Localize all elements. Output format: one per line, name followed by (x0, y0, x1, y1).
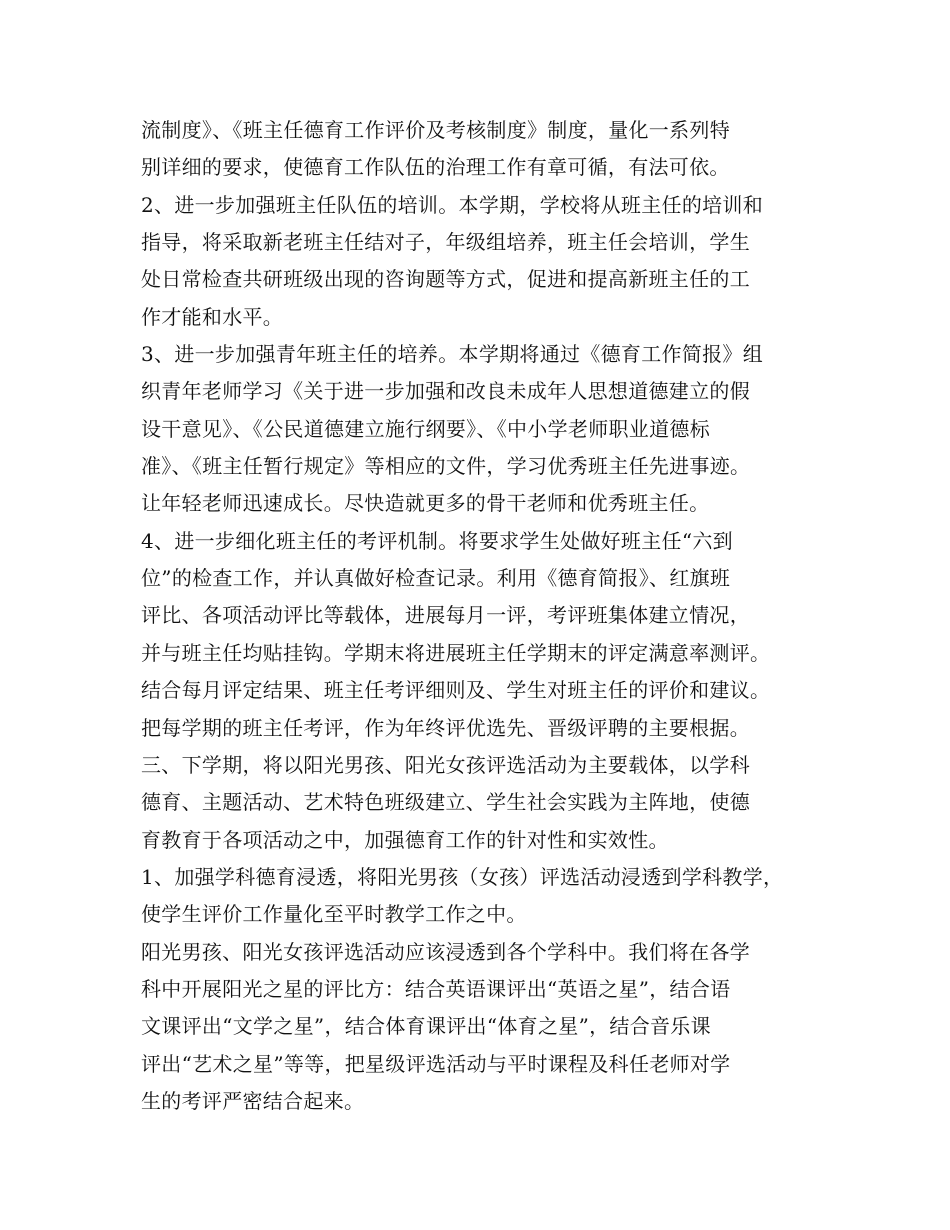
text-line: 织青年老师学习《关于进一步加强和改良未成年人思想道德建立的假 (141, 379, 750, 404)
text-line: 育教育于各项活动之中，加强德育工作的针对性和实效性。 (141, 827, 669, 852)
text-line: 德育、主题活动、艺术特色班级建立、学生社会实践为主阵地，使德 (141, 790, 750, 815)
text-line: 4、进一步细化班主任的考评机制。将要求学生处做好班主任“六到 (141, 528, 733, 553)
text-line: 科中开展阳光之星的评比方：结合英语课评出“英语之星”，结合语 (141, 976, 731, 1001)
text-line: 使学生评价工作量化至平时教学工作之中。 (141, 902, 527, 927)
text-line: 让年轻老师迅速成长。尽快造就更多的骨干老师和优秀班主任。 (141, 491, 710, 516)
text-line: 文课评出“文学之星”，结合体育课评出“体育之星”，结合音乐课 (141, 1014, 711, 1039)
document-body (141, 112, 831, 1120)
text-line: 流制度》、《班主任德育工作评价及考核制度》制度，量化一系列特 (141, 118, 730, 142)
text-line: 别详细的要求，使德育工作队伍的治理工作有章可循，有法可依。 (141, 155, 730, 180)
text-line: 结合每月评定结果、班主任考评细则及、学生对班主任的评价和建议。 (141, 678, 771, 703)
text-line: 位”的检查工作，并认真做好检查记录。利用《德育简报》、红旗班 (141, 566, 731, 591)
text-line: 把每学期的班主任考评，作为年终评优选先、晋级评聘的主要根据。 (141, 715, 750, 740)
text-line: 作才能和水平。 (141, 304, 284, 329)
text-line: 设干意见》、《公民道德建立施行纲要》、《中小学老师职业道德标 (141, 416, 710, 441)
text-line: 评出“艺术之星”等等，把星级评选活动与平时课程及科任老师对学 (141, 1051, 731, 1076)
text-line: 2、进一步加强班主任队伍的培训。本学期，学校将从班主任的培训和 (141, 192, 764, 217)
text-line: 准》、《班主任暂行规定》等相应的文件，学习优秀班主任先进事迹。 (141, 454, 751, 479)
text-line: 生的考评严密结合起来。 (141, 1088, 365, 1113)
text-line: 3、进一步加强青年班主任的培养。本学期将通过《德育工作简报》组 (141, 342, 764, 367)
text-line: 处日常检查共研班级出现的咨询题等方式，促进和提高新班主任的工 (141, 267, 750, 292)
text-line: 三、下学期，将以阳光男孩、阳光女孩评选活动为主要载体，以学科 (141, 752, 750, 777)
text-line: 并与班主任均贴挂钩。学期末将进展班主任学期末的评定满意率测评。 (141, 640, 771, 665)
text-line: 1、加强学科德育浸透，将阳光男孩（女孩）评选活动浸透到学科教学， (141, 864, 784, 889)
text-line: 评比、各项活动评比等载体，进展每月一评，考评班集体建立情况， (141, 603, 750, 628)
text-line: 指导，将采取新老班主任结对子，年级组培养，班主任会培训，学生 (141, 230, 750, 255)
text-line: 阳光男孩、阳光女孩评选活动应该浸透到各个学科中。我们将在各学 (141, 939, 750, 964)
